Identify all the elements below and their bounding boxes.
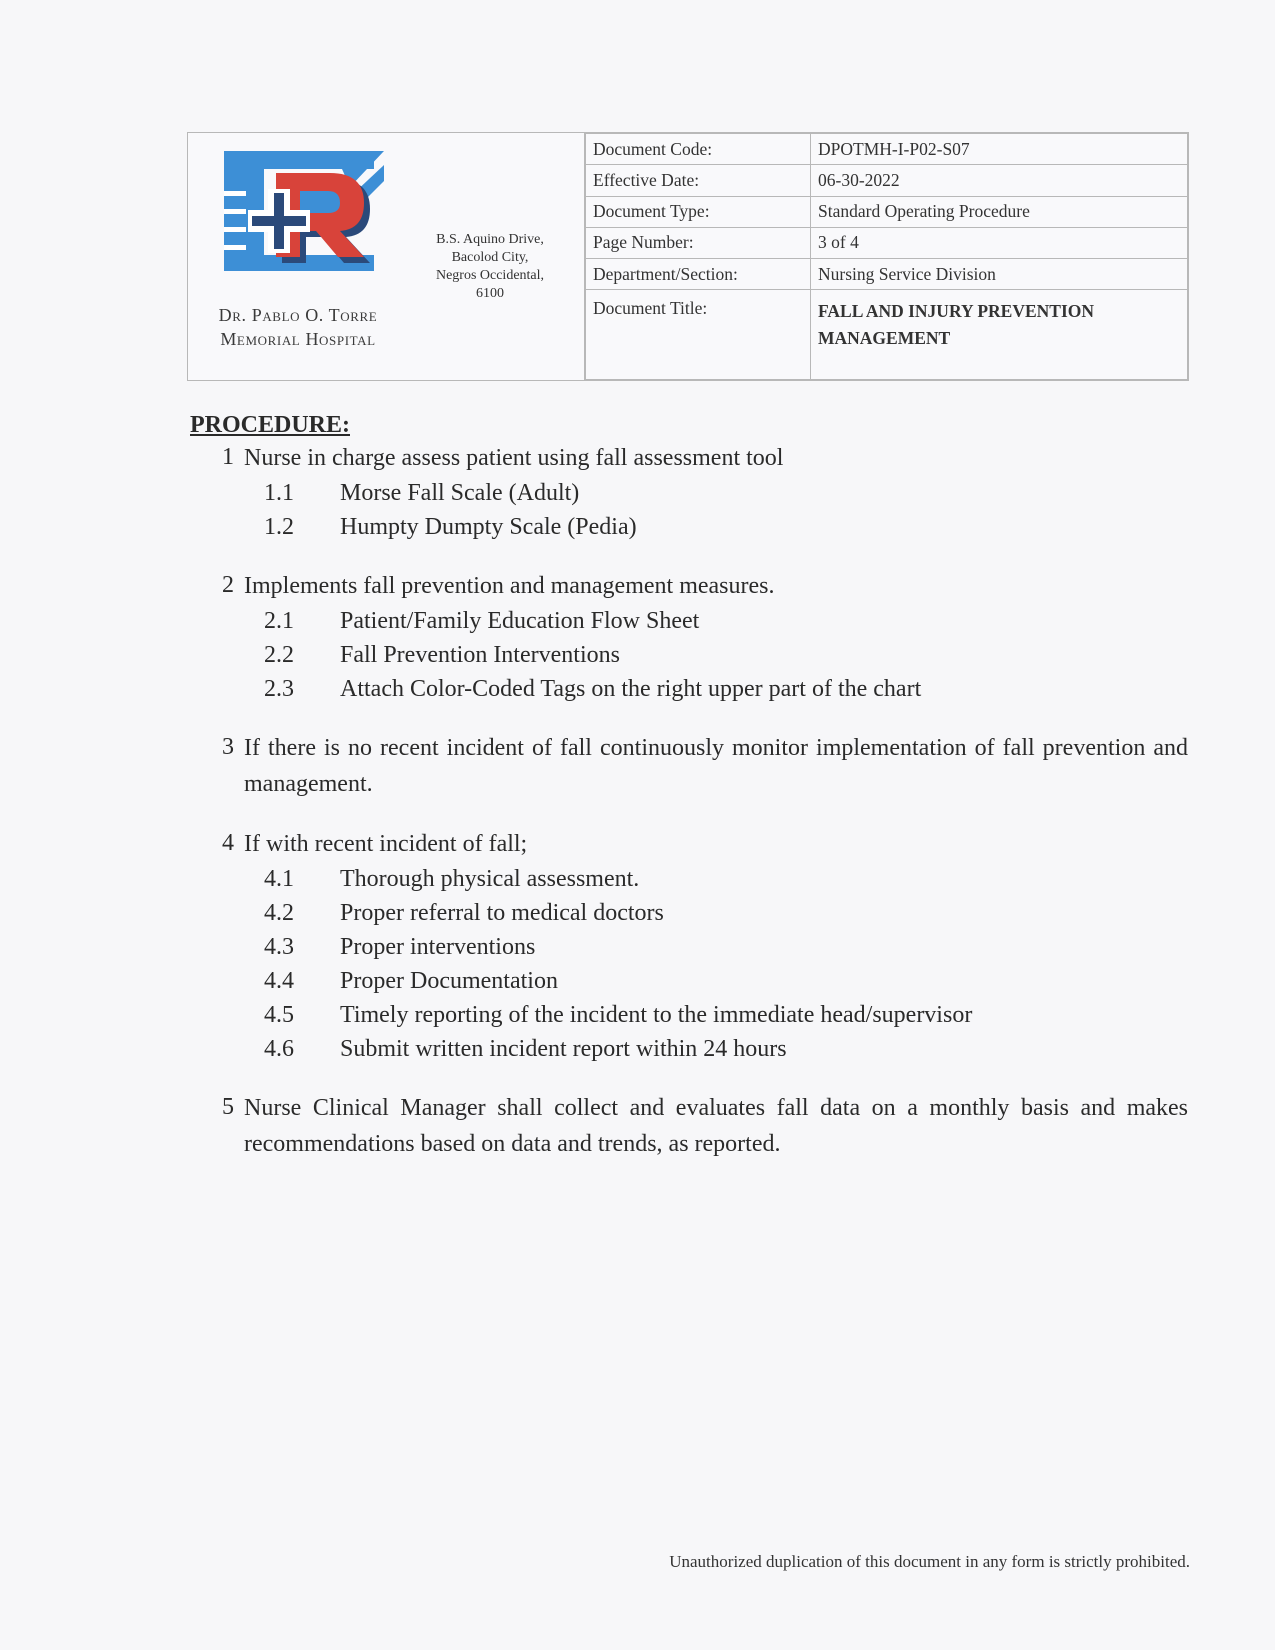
- meta-row: [586, 227, 1188, 258]
- sub-step-text: Submit written incident report within 24 hours: [340, 1036, 787, 1062]
- meta-row: [586, 165, 1188, 196]
- procedure-step: [190, 826, 1188, 1066]
- hospital-name: [194, 303, 402, 351]
- sub-step-number: 4.6: [264, 1036, 294, 1062]
- procedure-step: [190, 730, 1188, 802]
- document-header: [187, 132, 1189, 381]
- sub-step-text: Timely reporting of the incident to the immediate head/supervisor: [340, 1002, 973, 1028]
- step-number: 1: [222, 444, 234, 470]
- sub-step: [264, 964, 1188, 998]
- sub-step-number: 1.2: [264, 514, 294, 540]
- meta-label: Effective Date:: [586, 165, 811, 196]
- meta-label: Document Type:: [586, 196, 811, 227]
- sub-step-text: Morse Fall Scale (Adult): [340, 480, 580, 506]
- procedure-step: [190, 568, 1188, 706]
- meta-row: [586, 259, 1188, 290]
- meta-value: Standard Operating Procedure: [811, 196, 1188, 227]
- meta-label: Document Title:: [586, 290, 811, 380]
- meta-value: 06-30-2022: [811, 165, 1188, 196]
- duplication-notice: Unauthorized duplication of this document in any form is strictly prohibited.: [669, 1552, 1190, 1571]
- step-text: If there is no recent incident of fall continuously monitor implementation of fall prevention and management.: [244, 735, 1188, 797]
- sub-step-text: Humpty Dumpty Scale (Pedia): [340, 514, 637, 540]
- address-line: 6100: [476, 286, 504, 301]
- procedure-step: [190, 440, 1188, 544]
- address-line: Negros Occidental,: [435, 268, 545, 283]
- meta-label: Page Number:: [586, 227, 811, 258]
- sub-step: [264, 930, 1188, 964]
- sub-step-text: Fall Prevention Interventions: [340, 642, 620, 668]
- hospital-name-line2: Memorial Hospital: [220, 329, 376, 349]
- address-line: Bacolod City,: [451, 250, 529, 265]
- meta-row: [586, 134, 1188, 165]
- sub-step-text: Thorough physical assessment.: [340, 866, 640, 892]
- step-text: Implements fall prevention and management measures.: [244, 573, 775, 599]
- meta-value: 3 of 4: [811, 227, 1188, 258]
- sub-step-number: 2.2: [264, 642, 294, 668]
- sub-step: [264, 896, 1188, 930]
- step-number: 2: [222, 572, 234, 598]
- hospital-brand: [188, 133, 585, 380]
- sub-step-text: Attach Color-Coded Tags on the right upper part of the chart: [340, 676, 922, 702]
- document-title-value: FALL AND INJURY PREVENTION MANAGEMENT: [811, 290, 1188, 380]
- sub-step: [264, 1032, 1188, 1066]
- meta-row: [586, 196, 1188, 227]
- sub-step-number: 4.4: [264, 968, 294, 994]
- procedure-step: [190, 1090, 1188, 1162]
- sub-step-number: 4.2: [264, 900, 294, 926]
- sub-step-number: 2.1: [264, 608, 294, 634]
- sub-step-text: Patient/Family Education Flow Sheet: [340, 608, 700, 634]
- sub-step-number: 4.3: [264, 934, 294, 960]
- sub-step: [264, 510, 1188, 544]
- sub-step-number: 4.1: [264, 866, 294, 892]
- step-number: 4: [222, 830, 234, 856]
- sub-step-text: Proper interventions: [340, 934, 536, 960]
- step-text: Nurse in charge assess patient using fall assessment tool: [244, 445, 784, 471]
- meta-label: Department/Section:: [586, 259, 811, 290]
- procedure-section: [190, 410, 1188, 1186]
- step-number: 3: [222, 734, 234, 760]
- sub-step: [264, 862, 1188, 896]
- meta-value: DPOTMH-I-P02-S07: [811, 134, 1188, 165]
- step-text: Nurse Clinical Manager shall collect and evaluates fall data on a monthly basis and makes recommendations based on data and trends, as reported.: [244, 1095, 1188, 1157]
- meta-value: Nursing Service Division: [811, 259, 1188, 290]
- sub-step-text: Proper referral to medical doctors: [340, 900, 664, 926]
- meta-row: [586, 290, 1188, 380]
- meta-label: Document Code:: [586, 134, 811, 165]
- step-text: If with recent incident of fall;: [244, 831, 528, 857]
- address-line: B.S. Aquino Drive,: [436, 232, 544, 247]
- sub-step-text: Proper Documentation: [340, 968, 558, 994]
- procedure-heading: PROCEDURE:: [190, 412, 350, 438]
- document-meta-table: [585, 133, 1188, 380]
- sub-step-number: 2.3: [264, 676, 294, 702]
- step-number: 5: [222, 1094, 234, 1120]
- sub-step: [264, 638, 1188, 672]
- sub-step: [264, 672, 1188, 706]
- sub-step: [264, 998, 1188, 1032]
- sub-step: [264, 604, 1188, 638]
- sub-step-number: 4.5: [264, 1002, 294, 1028]
- sub-step: [264, 476, 1188, 510]
- hospital-cross-logo-icon: [224, 151, 384, 271]
- hospital-address: [406, 231, 574, 303]
- hospital-name-line1: Dr. Pablo O. Torre: [218, 305, 378, 325]
- sub-step-number: 1.1: [264, 480, 294, 506]
